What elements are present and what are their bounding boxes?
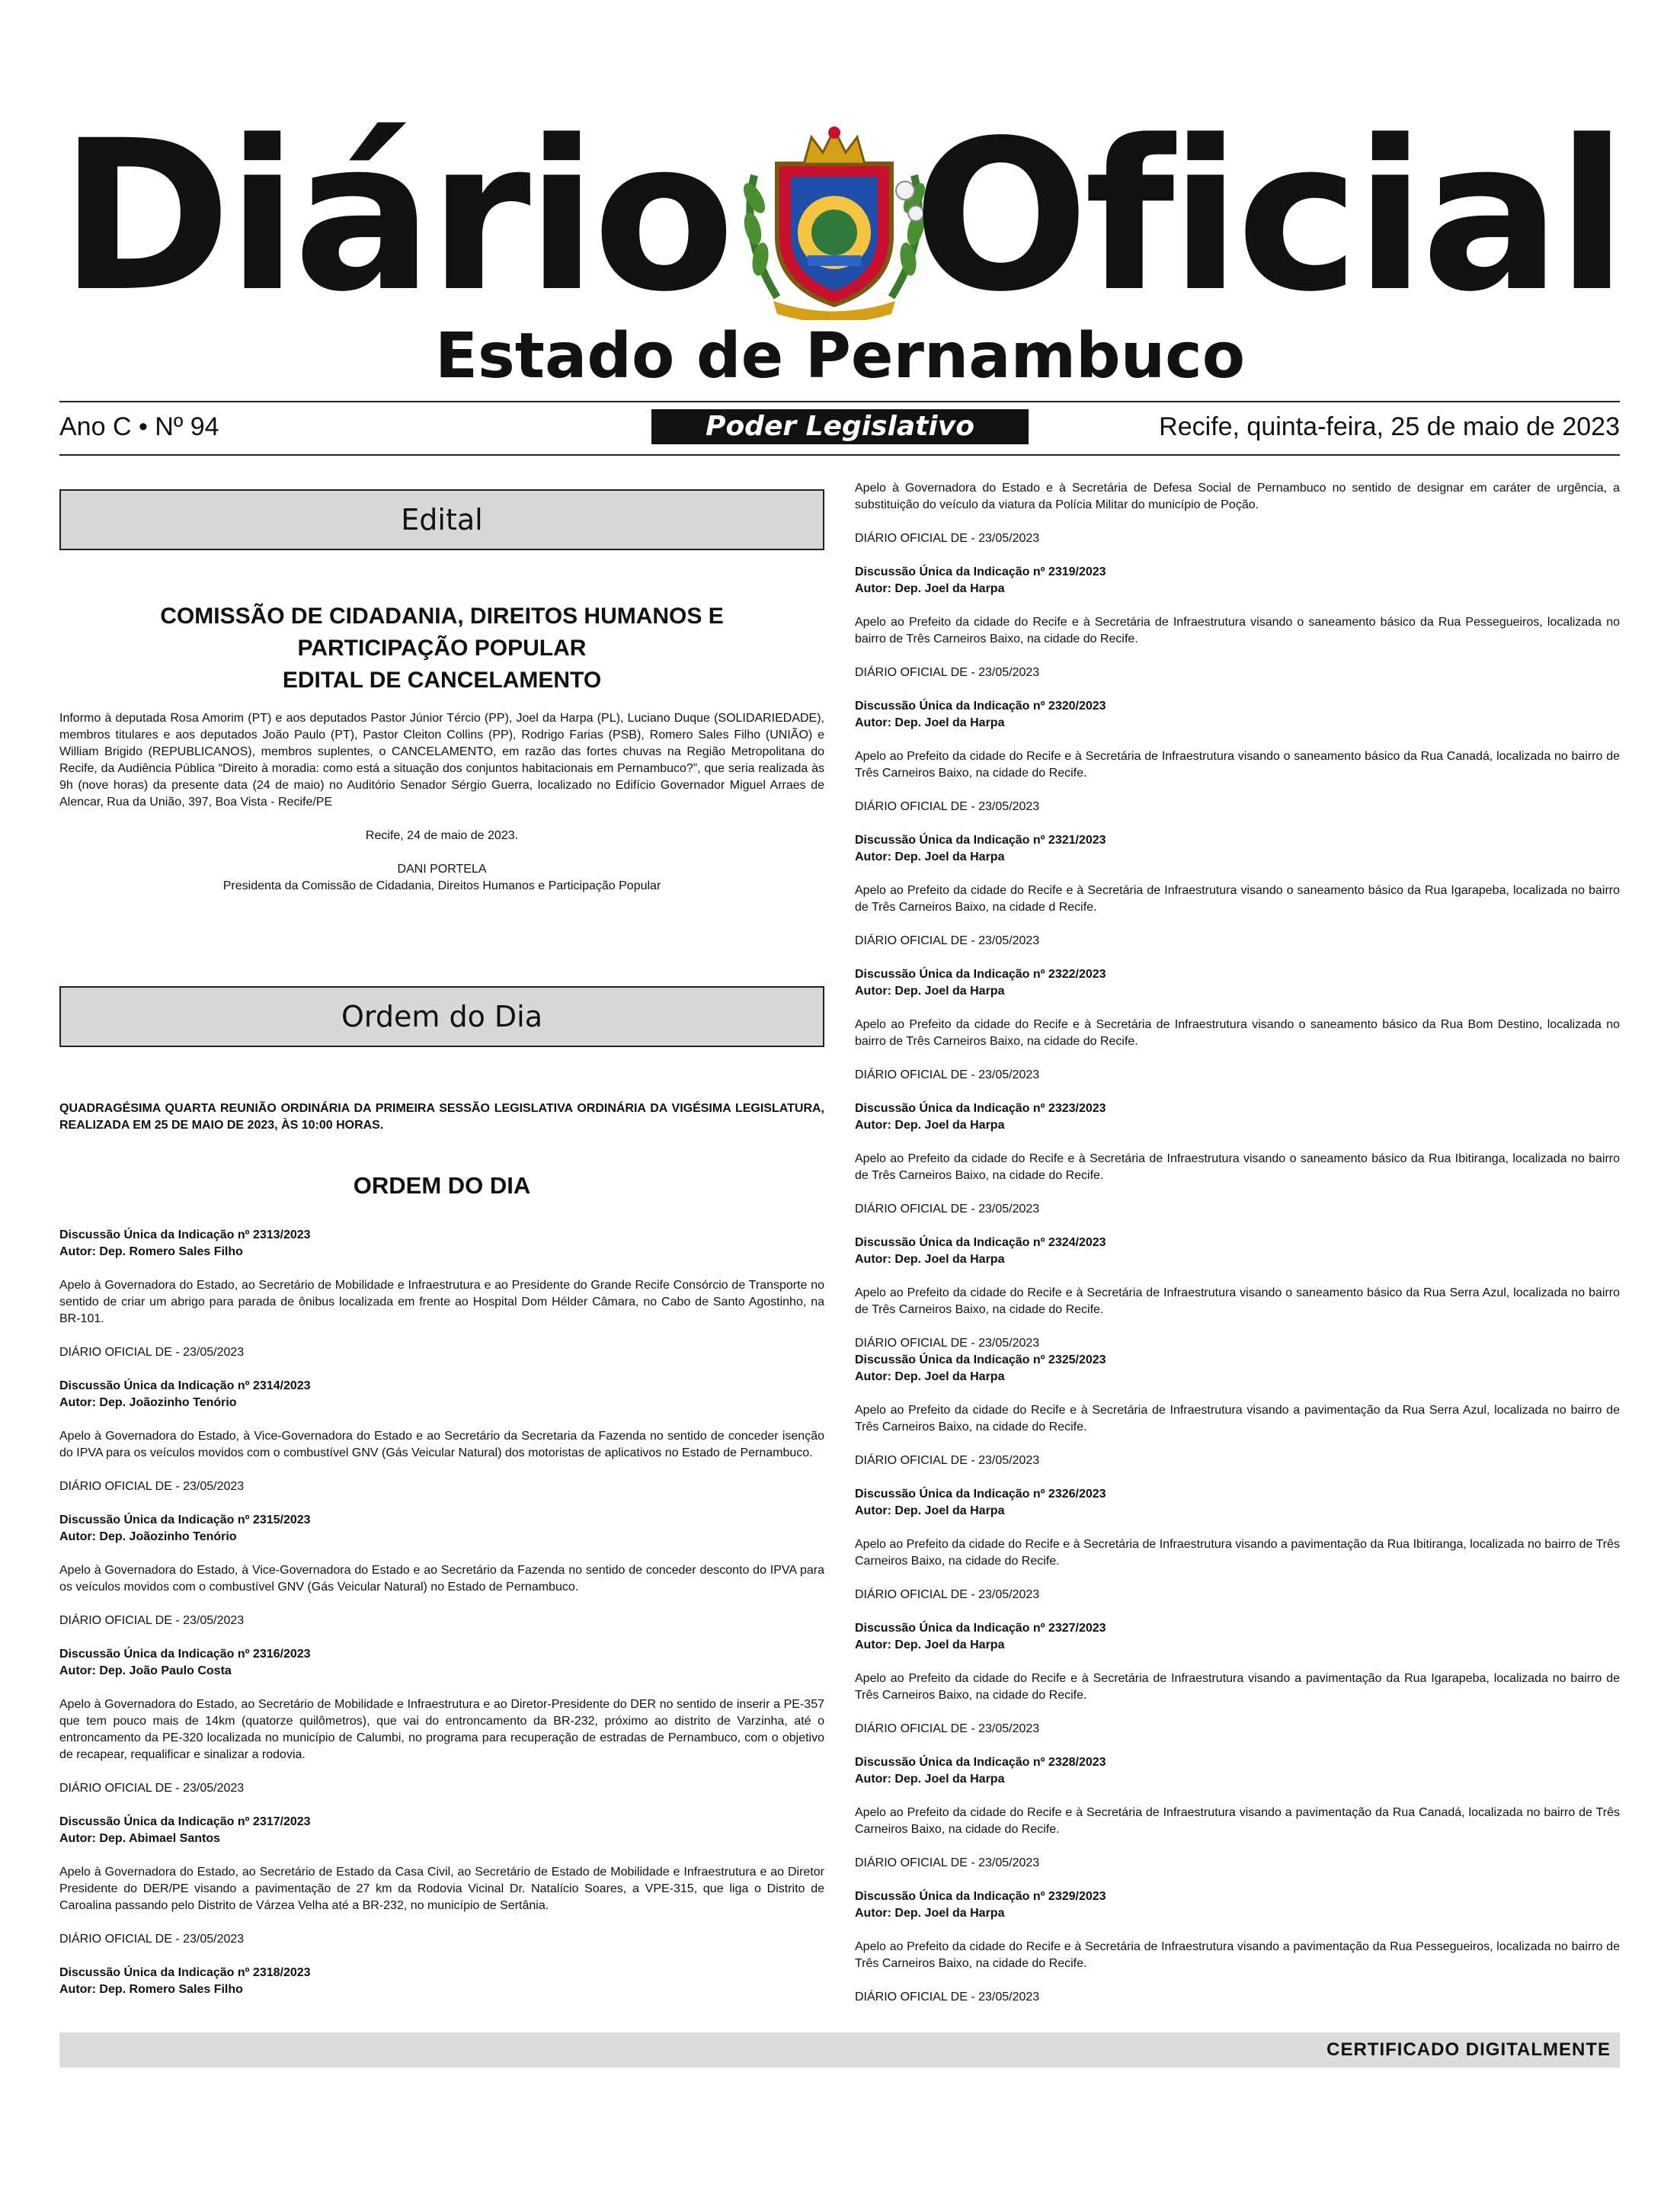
- agenda-item-description: Apelo ao Prefeito da cidade do Recife e à Secretária de Infraestrutura visando o saneamento básico da Rua Pessegueiros, localizada no bairro de Três Carneiros Baixo, na cidade do Recife.: [855, 616, 1620, 645]
- agenda-item: [855, 698, 1620, 815]
- agenda-item-author: Autor: Dep. Joel da Harpa: [855, 1370, 1005, 1383]
- masthead: [0, 97, 1680, 338]
- agenda-item-description: Apelo à Governadora do Estado, ao Secretário de Mobilidade e Infraestrutura e ao Presidente do Grande Recife Consórcio de Transporte no sentido de criar um abrigo para parada de ônibus localizada em frente ao Hospital Dom Hélder Câmara, no Cabo de Santo Agostinho, na BR-101.: [59, 1279, 824, 1325]
- agenda-item-publication: DIÁRIO OFICIAL DE - 23/05/2023: [59, 1346, 245, 1359]
- agenda-item-author: Autor: Dep. Joãozinho Tenório: [59, 1530, 237, 1543]
- agenda-item: [855, 1235, 1620, 1352]
- coat-of-arms-icon: [731, 122, 937, 320]
- agenda-item-author: Autor: Dep. Romero Sales Filho: [59, 1245, 243, 1258]
- agenda-item-author: Autor: Dep. Joel da Harpa: [855, 1907, 1005, 1920]
- agenda-item-title: Discussão Única da Indicação nº 2323/2023: [855, 1102, 1106, 1115]
- agenda-item-description: Apelo à Governadora do Estado, à Vice-Governadora do Estado e ao Secretário da Secretaria da Fazenda no sentido de conceder isenção do IPVA para os veículos movidos com o combustível GNV (Gás Veicular Natural) dos motoristas de aplicativos no Estado de Pernambuco.: [59, 1430, 824, 1459]
- masthead-subtitle: Estado de Pernambuco: [434, 320, 1246, 392]
- agenda-item-author: Autor: Dep. Joel da Harpa: [855, 1773, 1005, 1786]
- agenda-item-author: Autor: Dep. João Paulo Costa: [59, 1664, 232, 1677]
- agenda-item-2318: [59, 1965, 824, 1998]
- agenda-item-title: Discussão Única da Indicação nº 2319/2023: [855, 565, 1106, 578]
- agenda-item: [59, 1814, 824, 1948]
- agenda-item-description: Apelo à Governadora do Estado, à Vice-Governadora do Estado e ao Secretário da Fazenda no sentido de conceder desconto do IPVA para os veículos movidos com o combustível GNV (Gás Veicular Natural) no Estado de Pernambuco.: [59, 1564, 824, 1594]
- agenda-item-publication: DIÁRIO OFICIAL DE - 23/05/2023: [59, 1782, 245, 1795]
- agenda-item-publication: DIÁRIO OFICIAL DE - 23/05/2023: [59, 1614, 245, 1627]
- certification-label: CERTIFICADO DIGITALMENTE: [1326, 2039, 1611, 2060]
- left-item-list: [59, 1227, 824, 1965]
- edital-heading-line-3: EDITAL DE CANCELAMENTO: [282, 668, 602, 693]
- agenda-item-publication: DIÁRIO OFICIAL DE - 23/05/2023: [855, 1337, 1040, 1350]
- agenda-item-author: Autor: Dep. Joel da Harpa: [855, 1119, 1005, 1132]
- agenda-item: [59, 1646, 824, 1797]
- agenda-item-title: Discussão Única da Indicação nº 2325/2023: [855, 1353, 1106, 1366]
- agenda-item-description: Apelo ao Prefeito da cidade do Recife e à Secretária de Infraestrutura visando a pavimentação da Rua Ibitiranga, localizada no bairro de Três Carneiros Baixo, na cidade do Recife.: [855, 1538, 1620, 1568]
- agenda-item-author: Autor: Dep. Joel da Harpa: [855, 1638, 1005, 1651]
- issue-number: Ano C • Nº 94: [59, 412, 219, 441]
- agenda-item-publication: DIÁRIO OFICIAL DE - 23/05/2023: [855, 800, 1040, 813]
- agenda-item-author: Autor: Dep. Joel da Harpa: [855, 850, 1005, 863]
- agenda-item-publication: DIÁRIO OFICIAL DE - 23/05/2023: [59, 1933, 245, 1946]
- agenda-item-author: Autor: Dep. Joel da Harpa: [855, 1253, 1005, 1266]
- agenda-item-title: Discussão Única da Indicação nº 2317/2023: [59, 1815, 311, 1828]
- agenda-item-description: Apelo ao Prefeito da cidade do Recife e à Secretária de Infraestrutura visando o saneamento básico da Rua Ibitiranga, localizada no bairro de Três Carneiros Baixo, na cidade do Recife.: [855, 1152, 1620, 1182]
- agenda-item-author: Autor: Dep. Joel da Harpa: [855, 985, 1005, 998]
- ordem-intro: QUADRAGÉSIMA QUARTA REUNIÃO ORDINÁRIA DA PRIMEIRA SESSÃO LEGISLATIVA ORDINÁRIA DA VIGÉSIMA LEGISLATURA, REALIZADA EM 25 DE MAIO DE 2023, ÀS 10:00 HORAS.: [59, 1102, 824, 1132]
- agenda-item-title: Discussão Única da Indicação nº 2322/2023: [855, 968, 1106, 981]
- agenda-item-publication: DIÁRIO OFICIAL DE - 23/05/2023: [855, 1722, 1040, 1735]
- agenda-item-description: Apelo ao Prefeito da cidade do Recife e à Secretária de Infraestrutura visando o saneamento básico da Rua Igarapeba, localizada no bairro de Três Carneiros Baixo, na cidade d Recife.: [855, 884, 1620, 914]
- agenda-item-title: Discussão Única da Indicação nº 2327/2023: [855, 1622, 1106, 1635]
- header-rule-top: [59, 401, 1620, 402]
- agenda-item-2318-continued: [855, 480, 1620, 547]
- agenda-item: [855, 1100, 1620, 1218]
- right-column: [855, 480, 1620, 2023]
- agenda-item-description: Apelo ao Prefeito da cidade do Recife e à Secretária de Infraestrutura visando a pavimentação da Rua Canadá, localizada no bairro de Três Carneiros Baixo, na cidade do Recife.: [855, 1806, 1620, 1836]
- issue-info-bar: [59, 408, 1620, 446]
- agenda-item-author: Autor: Dep. Abimael Santos: [59, 1832, 220, 1845]
- edital-body: Informo à deputada Rosa Amorim (PT) e aos deputados Pastor Júnior Tércio (PP), Joel da Harpa (PL), Luciano Duque (SOLIDARIEDADE), membros titulares e aos deputados João Paulo (PT), Pastor Cleiton Collins (PP), Rodrigo Farias (PSB), Romero Sales Filho (UNIÃO) e William Brigido (REPUBLICANOS), membros suplentes, o CANCELAMENTO, em razão das fortes chuvas na Região Metropolitana do Recife, da Audiência Pública “Direito à moradia: como está a situação dos conjuntos habitacionais em Pernambuco?”, que seria realizada às 9h (nove horas) da presente data (24 de maio) no Auditório Senador Sérgio Guerra, localizado no Edifício Governador Miguel Arraes de Alencar, Rua da União, 397, Boa Vista - Recife/PE: [59, 712, 824, 809]
- section-label: Poder Legislativo: [651, 409, 1029, 444]
- edital-heading-line-1: COMISSÃO DE CIDADANIA, DIREITOS HUMANOS E: [160, 604, 724, 629]
- agenda-item-description: Apelo à Governadora do Estado, ao Secretário de Estado da Casa Civil, ao Secretário de Estado de Mobilidade e Infraestrutura e ao Diretor Presidente do DER/PE visando a pavimentação de 27 km da Rodovia Vicinal Dr. Natalício Soares, a VPE-315, que liga o Distrito de Caroalina passando pelo Distrito de Várzea Velha até a BR-232, no município de Sertânia.: [59, 1866, 824, 1912]
- agenda-item: [855, 832, 1620, 950]
- agenda-item-author: Autor: Dep. Joel da Harpa: [855, 1504, 1005, 1517]
- agenda-item-description: Apelo ao Prefeito da cidade do Recife e à Secretária de Infraestrutura visando a pavimentação da Rua Serra Azul, localizada no bairro de Três Carneiros Baixo, na cidade do Recife.: [855, 1404, 1620, 1433]
- masthead-title-right: Oficial: [913, 97, 1624, 338]
- agenda-item-author: Autor: Dep. Joãozinho Tenório: [59, 1396, 237, 1409]
- edital-signer-role: Presidenta da Comissão de Cidadania, Direitos Humanos e Participação Popular: [222, 879, 661, 892]
- edital-place-date: Recife, 24 de maio de 2023.: [365, 829, 519, 842]
- agenda-item: [855, 1888, 1620, 2006]
- edital-signer-name: DANI PORTELA: [397, 863, 487, 876]
- agenda-item-description: Apelo à Governadora do Estado e à Secretária de Defesa Social de Pernambuco no sentido de designar em caráter de urgência, a substituição do veículo da viatura da Polícia Militar do município de Poção.: [855, 482, 1620, 511]
- ordem-heading: ORDEM DO DIA: [353, 1172, 531, 1199]
- agenda-item-publication: DIÁRIO OFICIAL DE - 23/05/2023: [855, 1068, 1040, 1081]
- agenda-item-publication: DIÁRIO OFICIAL DE - 23/05/2023: [855, 1588, 1040, 1601]
- agenda-item-description: Apelo ao Prefeito da cidade do Recife e à Secretária de Infraestrutura visando o saneamento básico da Rua Serra Azul, localizada no bairro de Três Carneiros Baixo, na cidade do Recife.: [855, 1286, 1620, 1316]
- agenda-item-publication: DIÁRIO OFICIAL DE - 23/05/2023: [855, 1203, 1040, 1216]
- agenda-item-title: Discussão Única da Indicação nº 2329/2023: [855, 1890, 1106, 1903]
- agenda-item-author: Autor: Dep. Joel da Harpa: [855, 716, 1005, 729]
- agenda-item-author: Autor: Dep. Romero Sales Filho: [59, 1983, 243, 1996]
- agenda-item-publication: DIÁRIO OFICIAL DE - 23/05/2023: [855, 1454, 1040, 1467]
- agenda-item-title: Discussão Única da Indicação nº 2321/2023: [855, 834, 1106, 847]
- issue-date: Recife, quinta-feira, 25 de maio de 2023: [1159, 412, 1620, 441]
- agenda-item-title: Discussão Única da Indicação nº 2318/2023: [59, 1966, 311, 1979]
- agenda-item: [855, 1352, 1620, 1469]
- agenda-item-publication: DIÁRIO OFICIAL DE - 23/05/2023: [59, 1480, 245, 1493]
- agenda-item: [59, 1512, 824, 1629]
- left-column: [59, 472, 824, 1998]
- agenda-item-title: Discussão Única da Indicação nº 2315/2023: [59, 1514, 311, 1526]
- agenda-item-title: Discussão Única da Indicação nº 2320/2023: [855, 700, 1106, 713]
- agenda-item: [855, 966, 1620, 1084]
- agenda-item-title: Discussão Única da Indicação nº 2328/2023: [855, 1756, 1106, 1769]
- agenda-item-title: Discussão Única da Indicação nº 2326/2023: [855, 1488, 1106, 1501]
- header-rule-bottom: [59, 454, 1620, 456]
- agenda-item-description: Apelo ao Prefeito da cidade do Recife e à Secretária de Infraestrutura visando o saneamento básico da Rua Canadá, localizada no bairro de Três Carneiros Baixo, na cidade do Recife.: [855, 750, 1620, 780]
- agenda-item-publication: DIÁRIO OFICIAL DE - 23/05/2023: [855, 934, 1040, 947]
- edital-heading-line-2: PARTICIPAÇÃO POPULAR: [297, 636, 587, 661]
- agenda-item-title: Discussão Única da Indicação nº 2314/2023: [59, 1379, 311, 1392]
- agenda-item-publication: DIÁRIO OFICIAL DE - 23/05/2023: [855, 666, 1040, 679]
- agenda-item-description: Apelo ao Prefeito da cidade do Recife e à Secretária de Infraestrutura visando a pavimentação da Rua Pessegueiros, localizada no bairro de Três Carneiros Baixo, na cidade do Recife.: [855, 1940, 1620, 1970]
- agenda-item-description: Apelo ao Prefeito da cidade do Recife e à Secretária de Infraestrutura visando o saneamento básico da Rua Bom Destino, localizada no bairro de Três Carneiros Baixo, na cidade do Recife.: [855, 1018, 1620, 1048]
- agenda-item: [855, 1620, 1620, 1738]
- agenda-item: [59, 1227, 824, 1361]
- edital-section-box: Edital: [59, 489, 824, 550]
- agenda-item-title: Discussão Única da Indicação nº 2324/2023: [855, 1236, 1106, 1249]
- ordem-section-box: Ordem do Dia: [59, 986, 824, 1047]
- right-item-list: [855, 564, 1620, 2023]
- agenda-item-description: Apelo ao Prefeito da cidade do Recife e à Secretária de Infraestrutura visando a pavimentação da Rua Igarapeba, localizada no bairro de Três Carneiros Baixo, na cidade do Recife.: [855, 1672, 1620, 1702]
- agenda-item-title: Discussão Única da Indicação nº 2313/2023: [59, 1228, 311, 1241]
- agenda-item-publication: DIÁRIO OFICIAL DE - 23/05/2023: [855, 1991, 1040, 2004]
- agenda-item: [59, 1378, 824, 1495]
- agenda-item: [855, 1754, 1620, 1872]
- agenda-item-title: Discussão Única da Indicação nº 2316/2023: [59, 1648, 311, 1661]
- agenda-item-author: Autor: Dep. Joel da Harpa: [855, 582, 1005, 595]
- masthead-title-left: Diário: [59, 97, 731, 338]
- agenda-item: [855, 564, 1620, 681]
- agenda-item-publication: DIÁRIO OFICIAL DE - 23/05/2023: [855, 532, 1040, 545]
- agenda-item-publication: DIÁRIO OFICIAL DE - 23/05/2023: [855, 1856, 1040, 1869]
- agenda-item: [855, 1486, 1620, 1603]
- agenda-item-description: Apelo à Governadora do Estado, ao Secretário de Mobilidade e Infraestrutura e ao Diretor-Presidente do DER no sentido de inserir a PE-357 que tem pouco mais de 14km (quatorze quilômetros), que vai do entroncamento da BR-232, próximo ao distrito de Varzinha, até o entroncamento da PE-320 localizada no município de Calumbi, no programa para recuperação de estradas de Pernambuco, com o objetivo de recapear, requalificar e sinalizar a rodovia.: [59, 1698, 824, 1761]
- certification-footer: [59, 2032, 1620, 2068]
